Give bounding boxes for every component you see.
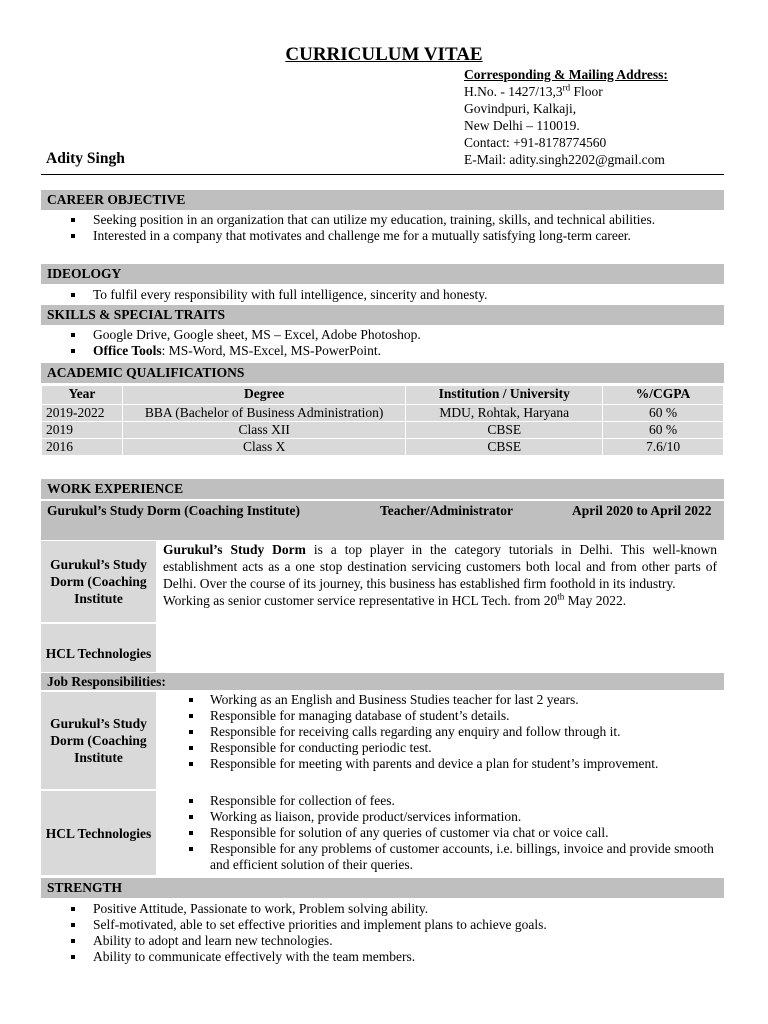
list-item: Self-motivated, able to set effective priorities and implement plans to achieve goals. <box>68 917 720 933</box>
list-item: Responsible for any problems of customer accounts, i.e. billings, invoice and provide smooth and efficient solution of their queries. <box>186 841 720 873</box>
institution-cell: MDU, Rohtak, Haryana <box>406 405 603 422</box>
list-item: Interested in a company that motivates and challenge me for a mutually satisfying long-term career. <box>68 228 720 244</box>
col-score: %/CGPA <box>603 386 724 405</box>
list-item: Responsible for solution of any queries of customer via chat or voice call. <box>186 825 720 841</box>
col-year: Year <box>42 386 123 405</box>
table-header-row <box>42 386 724 405</box>
gurukul-text: is a top player in the category tutorials in Delhi. This well-known establishment acts as a one stop destination servicing customers both local and from other parts of Delhi. Over the course of its journey, this business has established firm foothold in its industry. <box>163 542 717 591</box>
list-item <box>68 343 720 359</box>
skills-list <box>68 327 720 359</box>
list-item: To fulfil every responsibility with full intelligence, sincerity and honesty. <box>68 287 720 303</box>
list-item: Working as liaison, provide product/services information. <box>186 809 720 825</box>
list-item: Working as an English and Business Studies teacher for last 2 years. <box>186 692 720 708</box>
contact-phone: Contact: +91-8178774560 <box>464 135 607 150</box>
year-cell: 2019 <box>42 422 123 439</box>
career-objective-list <box>68 212 720 244</box>
list-item: Ability to adopt and learn new technologies. <box>68 933 720 949</box>
hcl-description <box>163 592 717 609</box>
gurukul-responsibilities-list <box>186 692 720 772</box>
experience-summary <box>41 501 724 540</box>
section-responsibilities: Job Responsibilities: <box>41 673 724 690</box>
org-label-gurukul: Gurukul’s Study Dorm (Coaching Institute <box>41 541 156 622</box>
score-cell: 7.6/10 <box>603 439 724 456</box>
resp-label-hcl: HCL Technologies <box>41 791 156 875</box>
ideology-list <box>68 287 720 303</box>
hcl-date: May 2022. <box>564 593 627 608</box>
score-cell: 60 % <box>603 405 724 422</box>
list-item: Responsible for receiving calls regarding any enquiry and follow through it. <box>186 724 720 740</box>
degree-cell: Class X <box>122 439 406 456</box>
list-item: Google Drive, Google sheet, MS – Excel, Adobe Photoshop. <box>68 327 720 343</box>
address-heading: Corresponding & Mailing Address: <box>464 67 668 82</box>
experience-role: Teacher/Administrator <box>380 503 513 518</box>
hcl-sup: th <box>557 591 565 602</box>
list-item: Responsible for meeting with parents and device a plan for student’s improvement. <box>186 756 720 772</box>
section-work-experience: WORK EXPERIENCE <box>41 479 724 499</box>
office-tools-label: Office Tools <box>93 343 162 358</box>
experience-period: April 2020 to April 2022 <box>572 503 712 518</box>
table-row <box>42 422 724 439</box>
score-cell: 60 % <box>603 422 724 439</box>
list-item: Positive Attitude, Passionate to work, Problem solving ability. <box>68 901 720 917</box>
hcl-text: Working as senior customer service representative in HCL Tech. from 20 <box>163 593 558 608</box>
list-item: Ability to communicate effectively with the team members. <box>68 949 720 965</box>
hcl-responsibilities-list <box>186 793 720 873</box>
academic-table <box>41 385 724 456</box>
year-cell: 2016 <box>42 439 123 456</box>
page-title: CURRICULUM VITAE <box>285 44 483 65</box>
gurukul-description <box>163 541 717 592</box>
institution-cell: CBSE <box>406 422 603 439</box>
section-strength: STRENGTH <box>41 878 724 898</box>
list-item: Responsible for conducting periodic test. <box>186 740 720 756</box>
section-academic: ACADEMIC QUALIFICATIONS <box>41 363 724 383</box>
list-item: Responsible for collection of fees. <box>186 793 720 809</box>
table-row <box>42 439 724 456</box>
office-tools-text: : MS-Word, MS-Excel, MS-PowerPoint. <box>161 343 382 358</box>
institution-cell: CBSE <box>406 439 603 456</box>
experience-org: Gurukul’s Study Dorm (Coaching Institute) <box>47 503 301 518</box>
col-degree: Degree <box>122 386 406 405</box>
section-ideology: IDEOLOGY <box>41 264 724 284</box>
degree-cell: Class XII <box>122 422 406 439</box>
address-house: H.No. - 1427/13,3 <box>464 84 563 99</box>
degree-cell: BBA (Bachelor of Business Administration) <box>122 405 406 422</box>
header-divider <box>41 174 724 175</box>
year-cell: 2019-2022 <box>42 405 123 422</box>
section-skills: SKILLS & SPECIAL TRAITS <box>41 305 724 325</box>
strength-list <box>68 901 720 965</box>
list-item: Seeking position in an organization that can utilize my education, training, skills, and technical abilities. <box>68 212 720 228</box>
address-floor: Floor <box>570 84 603 99</box>
table-row <box>42 405 724 422</box>
candidate-name: Adity Singh <box>46 150 125 167</box>
list-item: Responsible for managing database of student’s details. <box>186 708 720 724</box>
org-label-hcl: HCL Technologies <box>41 624 156 672</box>
col-institution: Institution / University <box>406 386 603 405</box>
experience-description <box>163 541 717 609</box>
contact-email: E-Mail: adity.singh2202@gmail.com <box>464 152 665 167</box>
address-line-3: New Delhi – 110019. <box>464 118 580 133</box>
address-sup: rd <box>562 82 571 93</box>
address-line-2: Govindpuri, Kalkaji, <box>464 101 577 116</box>
gurukul-name: Gurukul’s Study Dorm <box>163 542 306 557</box>
resp-label-gurukul: Gurukul’s Study Dorm (Coaching Institute <box>41 692 156 789</box>
address-line-1 <box>464 83 764 100</box>
section-career-objective: CAREER OBJECTIVE <box>41 190 724 210</box>
address-block <box>464 66 764 168</box>
